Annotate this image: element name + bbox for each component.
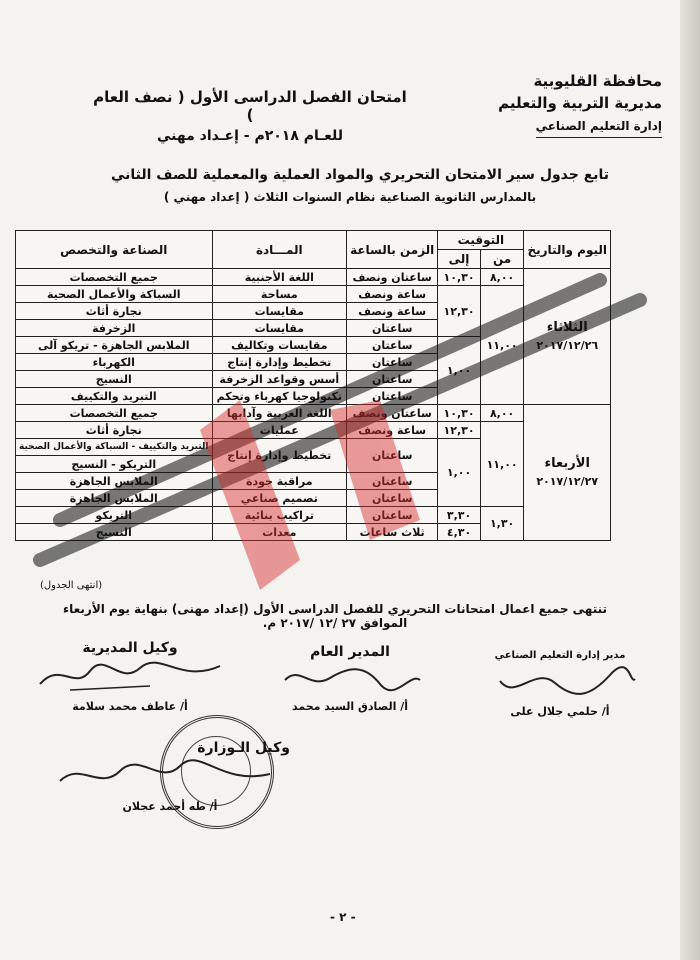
duration-cell: ساعة ونصف	[347, 303, 438, 320]
signature-general-director	[270, 644, 430, 713]
duration-cell: ساعتان	[347, 388, 438, 405]
day-date: ٢٠١٧/١٢/٢٦	[536, 338, 599, 352]
subject-cell: تكنولوجيا كهرباء وتحكم	[212, 388, 347, 405]
header-duration: الزمن بالساعة	[347, 231, 438, 269]
subject-cell: معدات	[212, 524, 347, 541]
specialty-cell: التبريد والتكييف	[16, 388, 213, 405]
specialty-cell: الكهرباء	[16, 354, 213, 371]
duration-cell: ساعتان	[347, 354, 438, 371]
header-from: من	[480, 250, 524, 269]
header-subject: المـــادة	[212, 231, 347, 269]
table-row	[16, 507, 611, 524]
page-number: - ٢ -	[330, 910, 356, 924]
specialty-cell: النسيج	[16, 371, 213, 388]
day-cell	[524, 405, 611, 541]
closing-statement: تنتهى جميع اعمال امتحانات التحريري للفصل الدراسى الأول (إعداد مهنى) بنهاية يوم الأربعاء الموافق ٢٧ /١٢ /٢٠١٧ م.	[62, 602, 608, 630]
signature-ministry-deputy	[40, 740, 300, 813]
handwritten-signature	[270, 660, 430, 696]
ministry-deputy-title: وكيل الـوزارة	[197, 740, 290, 756]
to-cell: ٤,٣٠	[438, 524, 481, 541]
day-date: ٢٠١٧/١٢/٢٧	[536, 474, 599, 488]
duration-cell: ثلاث ساعات	[347, 524, 438, 541]
specialty-cell: نجارة أثاث	[16, 303, 213, 320]
document-subtitle: بالمدارس الثانوية الصناعية نظام السنوات الثلاث ( إعداد مهني )	[163, 190, 537, 204]
to-cell: ١٠,٣٠	[438, 405, 481, 422]
subject-cell: مساحة	[212, 286, 347, 303]
specialty-cell: جميع التخصصات	[16, 405, 213, 422]
specialty-cell: الزخرفة	[16, 320, 213, 337]
exam-title: امتحان الفصل الدراسى الأول ( نصف العام )	[93, 88, 407, 124]
duration-cell: ساعتان	[347, 507, 438, 524]
subject-cell: مقايسات وتكاليف	[212, 337, 347, 354]
subject-cell: اللغة الأجنبية	[212, 269, 347, 286]
from-cell: ٨,٠٠	[480, 405, 524, 422]
deputy-directorate-title: وكيل المديرية	[82, 640, 178, 656]
exam-year: للعـام ٢٠١٨م - إعـداد مهني	[157, 128, 343, 144]
day-name: الثلاثاء	[546, 319, 588, 335]
duration-cell: ساعتان ونصف	[347, 269, 438, 286]
specialty-cell: نجارة أثاث	[16, 422, 213, 439]
from-cell: ١١,٠٠	[480, 422, 524, 507]
specialty-cell: الملابس الجاهزة	[16, 490, 213, 507]
to-cell: ١٢,٣٠	[438, 286, 481, 337]
deputy-directorate-name: أ/ عاطف محمد سلامة	[72, 700, 188, 713]
subject-cell: تخطيط وإدارة إنتاج	[212, 439, 347, 473]
specialty-cell: السباكة والأعمال الصحية	[16, 286, 213, 303]
header-to: إلى	[438, 250, 481, 269]
specialty-cell: الملابس الجاهزة - تريكو آلى	[16, 337, 213, 354]
duration-cell: ساعتان ونصف	[347, 405, 438, 422]
to-cell: ١,٠٠	[438, 439, 481, 507]
subject-cell: تصميم صناعي	[212, 490, 347, 507]
signature-deputy-directorate	[30, 640, 230, 713]
table-row	[16, 405, 611, 422]
to-cell: ١٢,٣٠	[438, 422, 481, 439]
governorate-name: محافظة القليوبية	[533, 72, 662, 90]
duration-cell: ساعتان	[347, 490, 438, 507]
table-row	[16, 286, 611, 303]
document-title: تابع جدول سير الامتحان التحريري والمواد العملية والمعملية للصف الثاني	[110, 167, 610, 183]
subject-cell: تخطيط وإدارة إنتاج	[212, 354, 347, 371]
subject-cell: مقايسات	[212, 320, 347, 337]
department-name: إدارة التعليم الصناعي	[536, 115, 662, 138]
duration-cell: ساعتان	[347, 337, 438, 354]
signature-industrial-director	[480, 650, 640, 718]
duration-cell: ساعة ونصف	[347, 422, 438, 439]
general-director-name: أ/ الصادق السيد محمد	[291, 700, 409, 713]
specialty-cell: النسيج	[16, 524, 213, 541]
duration-cell: ساعتان	[347, 473, 438, 490]
from-cell: ١١,٠٠	[480, 286, 524, 405]
subject-cell: مقايسات	[212, 303, 347, 320]
header-specialty: الصناعة والتخصص	[16, 231, 213, 269]
page-edge-shadow	[680, 0, 700, 960]
subject-cell: عمليات	[212, 422, 347, 439]
industrial-director-title: مدير إدارة التعليم الصناعي	[494, 650, 626, 661]
table-row	[16, 269, 611, 286]
table-end-note: (انتهى الجدول)	[40, 580, 103, 591]
to-cell: ١,٠٠	[438, 337, 481, 405]
duration-cell: ساعتان	[347, 371, 438, 388]
duration-cell: ساعة ونصف	[347, 286, 438, 303]
specialty-cell: التبريد والتكييف - السباكة والأعمال الصحية	[16, 439, 213, 456]
duration-cell: ساعتان	[347, 320, 438, 337]
handwritten-signature	[30, 656, 230, 696]
subject-cell: مراقبة جودة	[212, 473, 347, 490]
industrial-director-name: أ/ حلمي جلال على	[510, 705, 610, 718]
specialty-cell: التريكو - النسيج	[16, 456, 213, 473]
exam-schedule-table	[15, 230, 611, 541]
directorate-name: مديرية التربية والتعليم	[498, 94, 662, 112]
header-exam	[90, 88, 410, 144]
specialty-cell: الملابس الجاهزة	[16, 473, 213, 490]
table-row	[16, 422, 611, 439]
day-cell	[524, 269, 611, 405]
from-cell: ١,٣٠	[480, 507, 524, 541]
duration-cell: ساعتان	[347, 439, 438, 473]
subject-cell: تراكيب بنائية	[212, 507, 347, 524]
day-name: الأربعاء	[544, 455, 590, 471]
subject-cell: أسس وقواعد الزخرفة	[212, 371, 347, 388]
header-timing: التوقيت	[438, 231, 524, 250]
specialty-cell: جميع التخصصات	[16, 269, 213, 286]
to-cell: ١٠,٣٠	[438, 269, 481, 286]
ministry-deputy-name: أ/ طه أحمد عجلان	[122, 800, 218, 813]
subject-cell: اللغة العربية وآدابها	[212, 405, 347, 422]
header-authority	[462, 70, 662, 138]
general-director-title: المدير العام	[310, 644, 390, 660]
header-day: اليوم والتاريخ	[524, 231, 611, 269]
handwritten-signature	[40, 756, 300, 796]
to-cell: ٣,٣٠	[438, 507, 481, 524]
specialty-cell: التريكو	[16, 507, 213, 524]
handwritten-signature	[480, 661, 640, 701]
from-cell: ٨,٠٠	[480, 269, 524, 286]
